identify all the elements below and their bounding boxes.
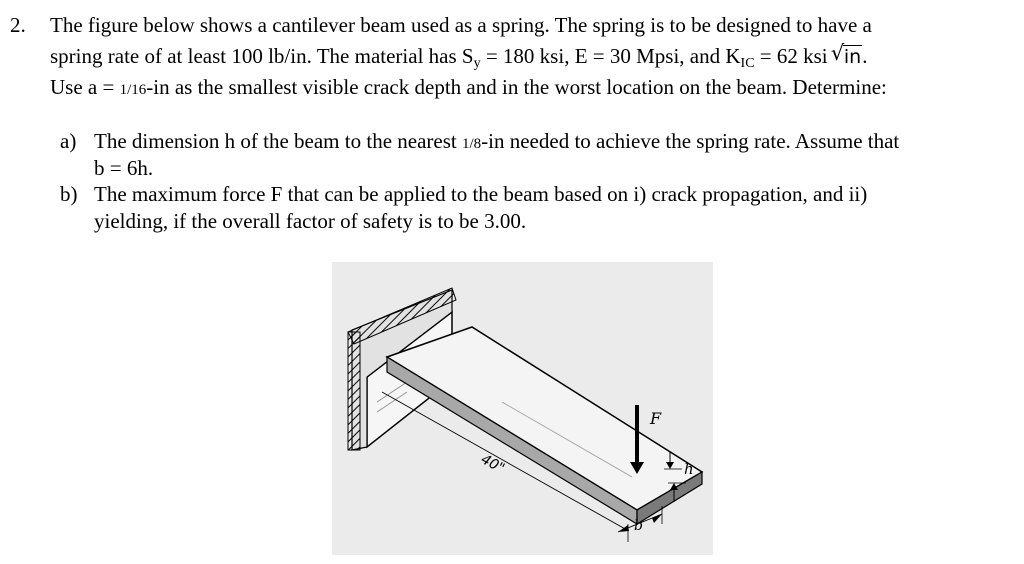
length-label: 40" [478,451,508,477]
problem-number: 2. [10,13,26,37]
intro-line-2-d: . [862,44,868,68]
intro-line-3-a: Use a = [50,75,120,99]
sqrt-symbol: √ [830,41,845,65]
part-a-label: a) [60,129,77,153]
part-b-label: b) [60,182,78,206]
part-b-line-1 [60,181,867,208]
intro-line-2-a: spring rate of at least 100 lb/in. The material has S [50,44,474,68]
part-b-text-2: yielding, if the overall factor of safety is to be 3.00. [94,209,527,233]
force-label: F [650,409,662,428]
intro-line-3 [50,74,887,104]
width-label: b [634,518,643,534]
part-a-line-2 [94,155,153,182]
intro-line-3-b: -in as the smallest visible crack depth and in the worst location on the beam. Determine: [146,75,887,99]
yield-subscript: y [473,56,481,71]
intro-line-2-c: = 62 ksi [754,44,833,68]
sqrt-in [830,41,862,71]
intro-line-1 [50,12,872,39]
part-b-text-1: The maximum force F that can be applied to the beam based on i) crack propagation, and ii) [94,182,868,206]
crack-depth-fraction: 1/16 [119,82,147,98]
intro-line-2-b: = 180 ksi, E = 30 Mpsi, and K [480,44,741,68]
part-a-text-a: The dimension h of the beam to the nearest [94,129,462,153]
part-a-line-1 [60,128,899,158]
part-a-text-2: b = 6h. [94,156,154,180]
intro-line-1-text: The figure below shows a cantilever beam used as a spring. The spring is to be designed to have a [50,13,872,37]
sqrt-radicand: in [843,46,862,68]
cantilever-beam-figure [332,262,713,555]
intro-line-2 [50,43,867,73]
kic-subscript: IC [740,56,755,71]
part-b-line-2 [94,208,526,235]
part-a-fraction: 1/8 [461,136,482,152]
part-a-text-b: -in needed to achieve the spring rate. Assume that [481,129,900,153]
height-label: h [684,460,694,478]
